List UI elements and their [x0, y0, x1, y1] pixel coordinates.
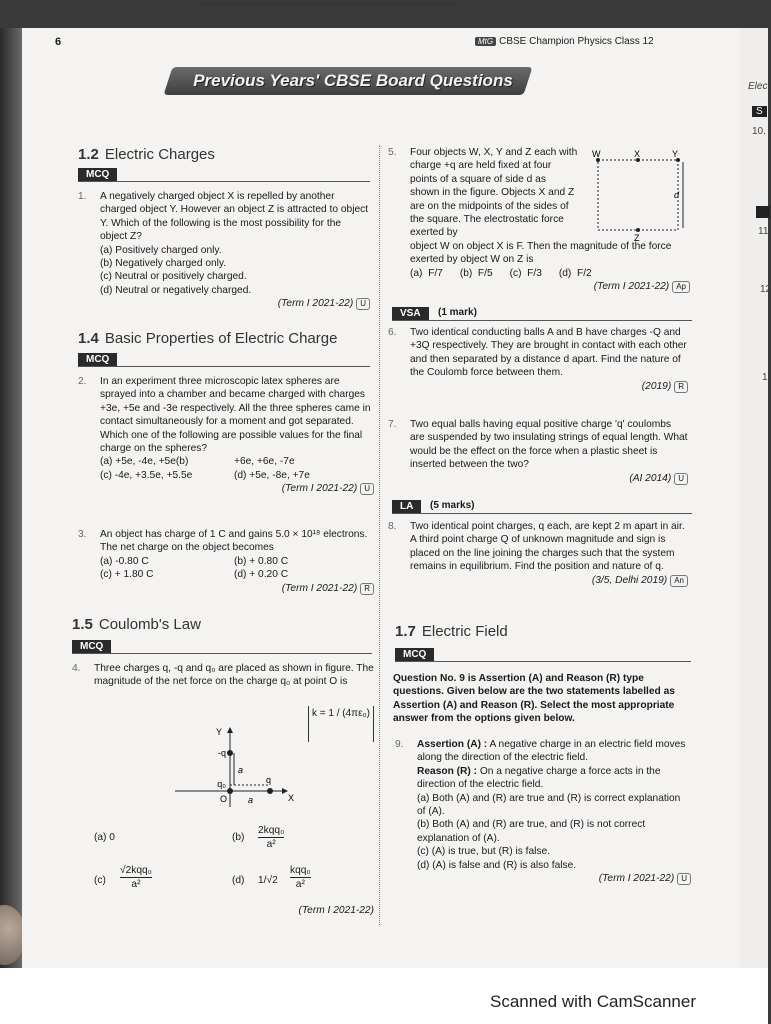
section-heading-1-2 [78, 146, 215, 163]
option-c: (c) [94, 875, 106, 886]
fig-label: Y [672, 149, 679, 159]
marks-label: (1 mark) [438, 307, 477, 318]
question-number: 8. [388, 521, 397, 532]
question-text: A negatively charged object X is repelled by another charged object Y. However an object Z is attracted to object Y. Which of the following is the most possibility for the object Z? [100, 191, 369, 243]
question-text: An object has charge of 1 C and gains 5.0 × 10¹⁸ electrons. The net charge on the object becomes [100, 529, 368, 554]
assertion-text: A negative charge in an electric field moves along the direction of the electric field. [417, 739, 686, 764]
source-tag: (2019) [641, 380, 672, 392]
source-tag: (AI 2014) [629, 472, 672, 484]
fraction [290, 864, 311, 892]
section-title: Basic Properties of Electric Charge [104, 330, 338, 347]
square [598, 160, 678, 230]
rule [72, 653, 372, 654]
section-number: 1.7 [395, 623, 416, 640]
numerator: √2kqq₀ [120, 864, 152, 878]
option-d: (d) [232, 875, 245, 886]
rule [78, 181, 370, 182]
question-9-intro: Question No. 9 is Assertion (A) and Reason (R) type questions. Given below are the two statements labelled as Assertion (A) and Reason (R). Select the most appropriate answer from the options given below. [393, 673, 675, 725]
level-badge: R [360, 583, 374, 595]
question-number: 4. [72, 663, 81, 674]
option-a: (a) 0 [94, 832, 115, 843]
option-b: +6e, +6e, -7e [234, 456, 295, 468]
question-text: Two equal balls having equal positive charge 'q' coulombs are suspended by two insulating strings of equal length. What would be the effect on the force when a plastic sheet is inserted between the two? [410, 419, 688, 471]
section-number: 1.4 [78, 330, 99, 347]
question-text: Two identical conducting balls A and B have charges -Q and +3Q respectively. They are brought in contact with each other and then separated by a distance d apart. Find the nature of the Coulomb force between them. [410, 327, 687, 379]
fig-label: a [248, 795, 254, 805]
rule [78, 366, 370, 367]
source-tag: (Term I 2021-22) [277, 298, 354, 310]
option-d: (d) +5e, -8e, +7e [234, 469, 310, 481]
rule [392, 513, 692, 514]
charge-dot [227, 788, 233, 794]
option-b: (b) Negatively charged only. [100, 258, 227, 270]
level-badge: R [674, 381, 688, 393]
k-constant-box [308, 706, 374, 742]
option-d: (d) Neutral or negatively charged. [100, 284, 252, 296]
mcq-badge: MCQ [78, 353, 117, 366]
mcq-badge: MCQ [72, 640, 111, 653]
option-c: (c) Neutral or positively charged. [100, 271, 247, 283]
arrow-icon [227, 727, 233, 733]
marks-label: (5 marks) [430, 500, 475, 511]
denominator: a² [266, 839, 276, 851]
fragment: Elec [748, 81, 768, 92]
option-b: (b) Both (A) and (R) are true, and (R) is not correct explanation of (A). [417, 819, 646, 844]
question-text: Three charges q, -q and q₀ are placed as shown in figure. The magnitude of the net force on the charge q₀ at point O is [94, 663, 374, 688]
publisher-logo: MtG [475, 37, 496, 46]
level-badge: U [356, 298, 370, 310]
vsa-badge: VSA [392, 307, 429, 320]
question-3 [78, 528, 374, 613]
section-heading-1-5 [72, 616, 201, 633]
fragment-block [756, 206, 770, 218]
fraction [120, 864, 152, 892]
question-number: 9. [395, 739, 404, 750]
denominator: a² [295, 879, 305, 891]
question-text: Two identical point charges, q each, are kept 2 m apart in air. A third point charge Q of unknown magnitude and sign is placed on the line joining the charges such that the system remains in equilibrium. Find the position and nature of q. [410, 521, 685, 573]
charges-figure [170, 725, 300, 810]
question-6 [388, 326, 688, 414]
fragment: 1 [762, 372, 768, 383]
running-header [475, 36, 654, 47]
option-b: (b) [232, 832, 245, 843]
fig-label: q [266, 775, 272, 785]
option-c: (c) + 1.80 C [100, 569, 154, 581]
question-number: 5. [388, 147, 397, 158]
source-tag: (3/5, Delhi 2019) [591, 574, 668, 586]
section-heading-1-7 [395, 623, 508, 640]
page-number: 6 [55, 36, 62, 48]
mcq-badge: MCQ [78, 168, 117, 181]
source-tag: (Term I 2021-22) [598, 873, 675, 885]
section-heading-1-4 [78, 330, 337, 347]
denominator: a² [131, 879, 141, 891]
question-1 [78, 190, 370, 320]
question-5-cont [410, 240, 690, 300]
section-number: 1.2 [78, 146, 99, 163]
question-4-options [94, 825, 374, 923]
source-tag: (Term I 2021-22) [298, 905, 374, 916]
option-d: (d) + 0.20 C [234, 569, 289, 581]
options: (a) F/7 (b) F/5 (c) F/3 (d) F/2 [410, 267, 592, 279]
top-rule [200, 3, 460, 4]
level-badge: U [677, 873, 691, 885]
option-c: (c) (A) is true, but (R) is false. [417, 846, 551, 858]
fig-label: X [288, 793, 295, 803]
charge-dot [227, 750, 233, 756]
fig-label: X [634, 149, 641, 159]
option-a: (a) Both (A) and (R) are true and (R) is correct explanation of (A). [417, 792, 681, 818]
question-number: 3. [78, 529, 87, 540]
charge-dot [636, 228, 640, 232]
question-number: 7. [388, 419, 397, 430]
rule [395, 661, 691, 662]
k-constant: k = 1 / (4πε₀) [311, 708, 371, 719]
section-title: Coulomb's Law [98, 616, 201, 633]
fragment: 11 [758, 226, 769, 237]
question-9 [395, 738, 691, 922]
fig-label: q₀ [217, 779, 226, 789]
camscanner-watermark: Scanned with CamScanner [489, 992, 696, 1011]
option-b: (b) + 0.80 C [234, 555, 289, 567]
question-text: Four objects W, X, Y and Z each with charge +q are held fixed at four points of a square of side d as shown in the figure. Objects X and Z are on the midpoints of the sides of the square. The electrostatic force exerted by [410, 147, 578, 239]
source-tag: (Term I 2021-22) [593, 281, 670, 293]
reason-text: On a negative charge a force acts in the direction of the electric field. [417, 765, 661, 791]
fig-label: Z [634, 233, 640, 243]
coefficient: 1/√2 [258, 875, 278, 886]
book-title: CBSE Champion Physics Class 12 [499, 36, 654, 47]
fig-label: d [674, 190, 680, 200]
fig-label: -q [217, 748, 226, 758]
question-number: 1. [78, 191, 87, 202]
question-text: In an experiment three microscopic latex spheres are sprayed into a chamber and became charged with charges +3e, +5e and -3e respectively. All the three spheres came in contact simultaneously for a moment and got separated. Which one of the following are possible values for the final charge on the spheres? [100, 376, 371, 455]
section-banner [148, 67, 558, 101]
fraction [258, 824, 284, 852]
la-badge: LA [392, 500, 421, 513]
question-7 [388, 418, 688, 498]
charge-dot [267, 788, 273, 794]
option-a: (a) -0.80 C [100, 555, 149, 567]
option-a: (a) Positively charged only. [100, 244, 222, 256]
question-number: 6. [388, 327, 397, 338]
fragment: S [752, 106, 767, 117]
section-title: Electric Field [421, 623, 508, 640]
fig-label: W [592, 149, 601, 159]
question-2 [78, 375, 374, 525]
option-d: (d) (A) is false and (R) is also false. [417, 859, 577, 871]
source-tag: (Term I 2021-22) [281, 582, 358, 594]
option-c: (c) -4e, +3.5e, +5.5e [100, 469, 193, 481]
question-text: object W on object X is F. Then the magnitude of the force exerted by object W on Z is [410, 241, 672, 266]
fragment: 10. [752, 126, 766, 137]
fragment: 12 [760, 284, 771, 295]
level-badge: Ap [672, 281, 690, 293]
level-badge: An [670, 575, 688, 587]
numerator: kqq₀ [290, 864, 311, 878]
fig-label: a [238, 765, 244, 775]
square-figure [590, 148, 690, 242]
section-title: Electric Charges [104, 146, 215, 163]
next-page-strip [740, 28, 771, 968]
source-tag: (Term I 2021-22) [281, 483, 358, 495]
numerator: 2kqq₀ [258, 824, 284, 838]
rule [392, 320, 692, 321]
section-number: 1.5 [72, 616, 93, 633]
mcq-badge: MCQ [395, 648, 434, 661]
assertion-label: Assertion (A) : [417, 739, 488, 750]
scan-shadow [0, 28, 22, 968]
question-number: 2. [78, 376, 87, 387]
level-badge: U [674, 473, 688, 485]
reason-label: Reason (R) : [417, 765, 477, 777]
level-badge: U [360, 483, 374, 495]
column-divider [379, 145, 380, 925]
option-a: (a) +5e, -4e, +5e(b) [100, 456, 189, 468]
banner-title: Previous Years' CBSE Board Questions [193, 71, 513, 90]
fig-label: O [220, 794, 228, 804]
fig-label: Y [215, 727, 222, 737]
question-8 [388, 520, 688, 616]
